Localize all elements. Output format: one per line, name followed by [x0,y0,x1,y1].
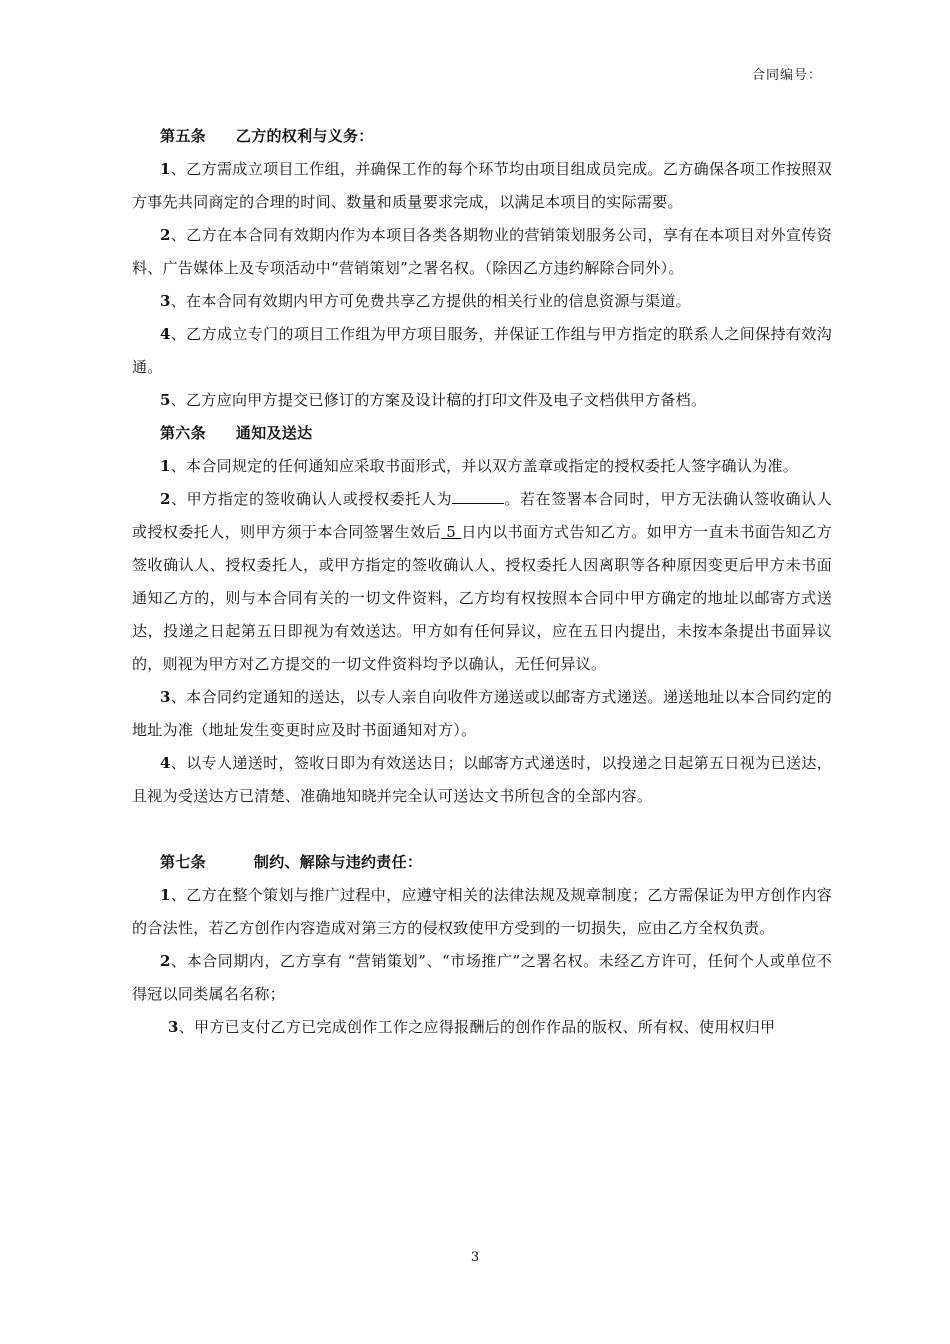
article-6-item-2: 2、甲方指定的签收确认人或授权委托人为 。若在签署本合同时，甲方无法确认签收确认人或授权委托人，则甲方须于本合同签署生效后 5 日内以书面方式告知乙方。如甲方一直未书面告知乙方签收确认人、授权委托人，或甲方指定的签收确认人、授权委托人因离职等各种原因变更后甲方未书面通知乙方的，则与本合同有关的一切文件资料，乙方均有权按照本合同中甲方确定的地址以邮寄方式送达，投递之日起第五日即视为有效送达。甲方如有任何异议，应在五日内提出，未按本条提出书面异议的，则视为甲方对乙方提交的一切文件资料均予以确认，无任何异议。 [132,483,832,681]
article-5-number: 第五条 [160,127,206,145]
signatory-blank-field [452,487,504,504]
article-5-item-2: 2、乙方在本合同有效期内作为本项目各类各期物业的营销策划服务公司，享有在本项目对外宣传资料、广告媒体上及专项活动中“营销策划”之署名权。（除因乙方违约解除合同外）。 [132,226,832,277]
article-5-title: 乙方的权利与义务： [235,127,374,145]
article-5-heading [132,120,832,153]
notice-days-value: 5 [441,523,462,541]
article-7-item-1: 1、乙方在整个策划与推广过程中，应遵守相关的法律法规及规章制度；乙方需保证为甲方创作内容的合法性，若乙方创作内容造成对第三方的侵权致使甲方受到的一切损失，应由乙方全权负责。 [132,886,832,937]
article-6-item-4: 4、以专人递送时，签收日即为有效送达日；以邮寄方式递送时，以投递之日起第五日视为已送达，且视为受送达方已清楚、准确地知晓并完全认可送达文书所包含的全部内容。 [132,754,832,805]
article-6-number: 第六条 [160,424,206,442]
article-6-item-3: 3、本合同约定通知的送达，以专人亲自向收件方递送或以邮寄方式递送。递送地址以本合同约定的地址为准（地址发生变更时应及时书面通知对方）。 [132,688,832,739]
page-number: 3 [470,1250,480,1265]
article-6-title: 通知及送达 [235,424,313,442]
article-6-item-1: 1、本合同规定的任何通知应采取书面形式，并以双方盖章或指定的授权委托人签字确认为准。 [160,457,799,475]
article-5-item-1: 1、乙方需成立项目工作组，并确保工作的每个环节均由项目组成员完成。乙方确保各项工作按照双方事先共同商定的合理的时间、数量和质量要求完成，以满足本项目的实际需要。 [132,160,832,211]
article-7-number: 第七条 [160,853,206,871]
contract-number-label: 合同编号： [751,68,822,83]
article-5-item-4: 4、乙方成立专门的项目工作组为甲方项目服务，并保证工作组与甲方指定的联系人之间保持有效沟通。 [132,325,832,376]
article-6-heading [132,417,832,450]
article-5-item-5: 5、乙方应向甲方提交已修订的方案及设计稿的打印文件及电子文档供甲方备档。 [160,391,707,409]
article-7-heading [132,846,832,879]
article-7-item-2: 2、本合同期内，乙方享有 “营销策划”、“市场推广”之署名权。未经乙方许可，任何个人或单位不得冠以同类属名名称； [132,952,832,1003]
article-5-item-3: 3、在本合同有效期内甲方可免费共享乙方提供的相关行业的信息资源与渠道。 [160,292,691,310]
article-7-item-3: 3、甲方已支付乙方已完成创作工作之应得报酬后的创作作品的版权、所有权、使用权归甲 [168,1018,776,1036]
contract-body [132,120,832,1044]
section-spacer [132,813,832,846]
article-7-title: 制约、解除与违约责任： [253,853,423,871]
